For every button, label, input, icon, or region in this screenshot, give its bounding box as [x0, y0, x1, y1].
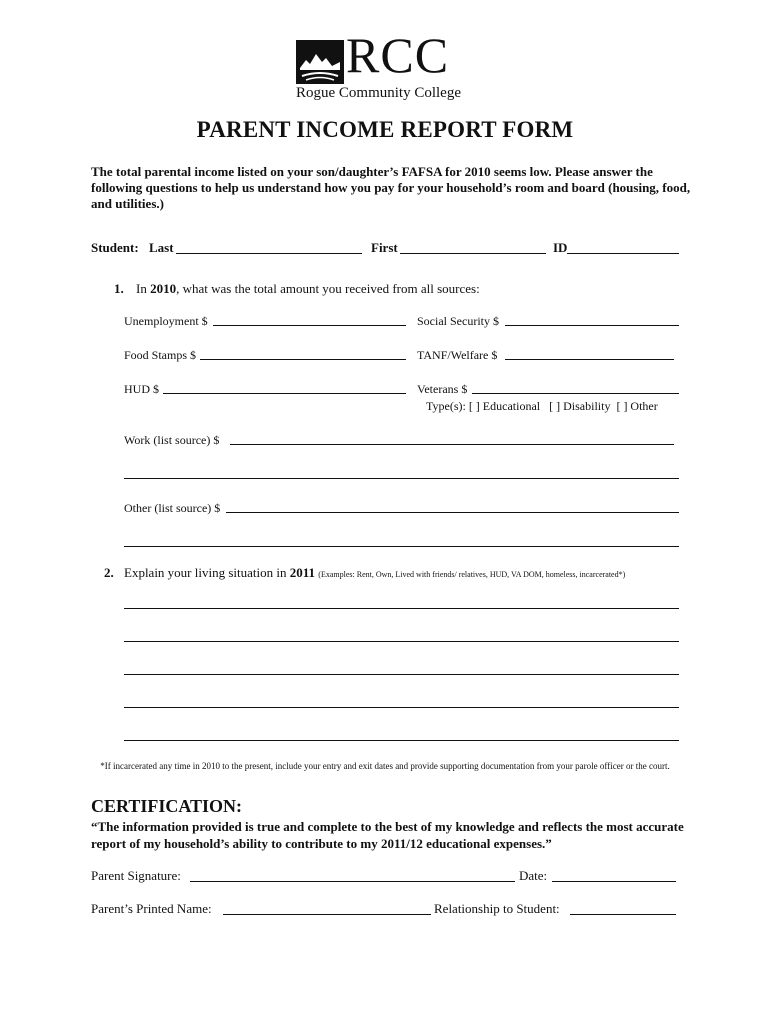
social-security-label: Social Security $ — [417, 314, 499, 328]
question-2-examples: (Examples: Rent, Own, Lived with friends/ relatives, HUD, VA DOM, homeless, incarcerated*) — [318, 570, 626, 579]
work-label: Work (list source) $ — [124, 433, 220, 447]
food-stamps-label: Food Stamps $ — [124, 348, 197, 362]
printed-name-field[interactable] — [223, 914, 431, 915]
veterans-type-checkboxes[interactable]: Type(s): [ ] Educational [ ] Disability [ ] Other — [426, 399, 658, 413]
living-situation-line-3[interactable] — [124, 674, 679, 675]
logo-letters: RCC — [346, 27, 450, 83]
date-field[interactable] — [552, 881, 676, 882]
other-field-extra[interactable] — [124, 546, 679, 547]
last-name-label: Last — [149, 240, 174, 255]
page-title: PARENT INCOME REPORT FORM — [196, 117, 574, 142]
student-label: Student: — [91, 240, 139, 255]
question-1-text: In 2010, what was the total amount you received from all sources: — [136, 281, 480, 296]
question-2-text: Explain your living situation in 2011 (Examples: Rent, Own, Lived with friends/ relatives, HUD, VA DOM, homeless, incarcerated*) — [124, 565, 626, 580]
tanf-field[interactable] — [505, 359, 674, 360]
certification-statement: “The information provided is true and complete to the best of my knowledge and reflects the most accurate report of my household’s ability to contribute to my 2011/12 educational expenses.” — [91, 819, 684, 851]
work-field-extra[interactable] — [124, 478, 679, 479]
id-label: ID — [553, 240, 568, 255]
student-id-field[interactable] — [567, 253, 679, 254]
food-stamps-field[interactable] — [200, 359, 406, 360]
date-label: Date: — [519, 868, 548, 883]
living-situation-line-5[interactable] — [124, 740, 679, 741]
other-field[interactable] — [226, 512, 679, 513]
incarceration-footnote: *If incarcerated any time in 2010 to the present, include your entry and exit dates and provide supporting documentation from your parole officer or the court. — [100, 761, 670, 771]
tanf-label: TANF/Welfare $ — [417, 348, 498, 362]
parent-signature-label: Parent Signature: — [91, 868, 181, 883]
intro-paragraph: The total parental income listed on your son/daughter’s FAFSA for 2010 seems low. Please answer the following questions to help us understand how you pay for your household’s room and board (housing, food, and utilities.) — [91, 164, 691, 211]
other-label: Other (list source) $ — [124, 501, 221, 515]
question-1-number: 1. — [114, 281, 124, 296]
first-name-field[interactable] — [400, 253, 546, 254]
relationship-field[interactable] — [570, 914, 676, 915]
living-situation-line-4[interactable] — [124, 707, 679, 708]
veterans-label: Veterans $ — [417, 382, 468, 396]
work-field[interactable] — [230, 444, 674, 445]
living-situation-line-2[interactable] — [124, 641, 679, 642]
relationship-label: Relationship to Student: — [434, 901, 560, 916]
living-situation-line-1[interactable] — [124, 608, 679, 609]
first-name-label: First — [371, 240, 398, 255]
printed-name-label: Parent’s Printed Name: — [91, 901, 212, 916]
last-name-field[interactable] — [176, 253, 362, 254]
certification-heading: CERTIFICATION: — [91, 796, 243, 816]
question-2-number: 2. — [104, 565, 114, 580]
unemployment-label: Unemployment $ — [124, 314, 208, 328]
mountain-logo-icon — [296, 40, 344, 84]
parent-signature-field[interactable] — [190, 881, 515, 882]
hud-field[interactable] — [163, 393, 406, 394]
veterans-field[interactable] — [472, 393, 679, 394]
college-name: Rogue Community College — [296, 85, 461, 101]
hud-label: HUD $ — [124, 382, 159, 396]
rcc-logo — [296, 27, 471, 106]
unemployment-field[interactable] — [213, 325, 406, 326]
social-security-field[interactable] — [505, 325, 679, 326]
